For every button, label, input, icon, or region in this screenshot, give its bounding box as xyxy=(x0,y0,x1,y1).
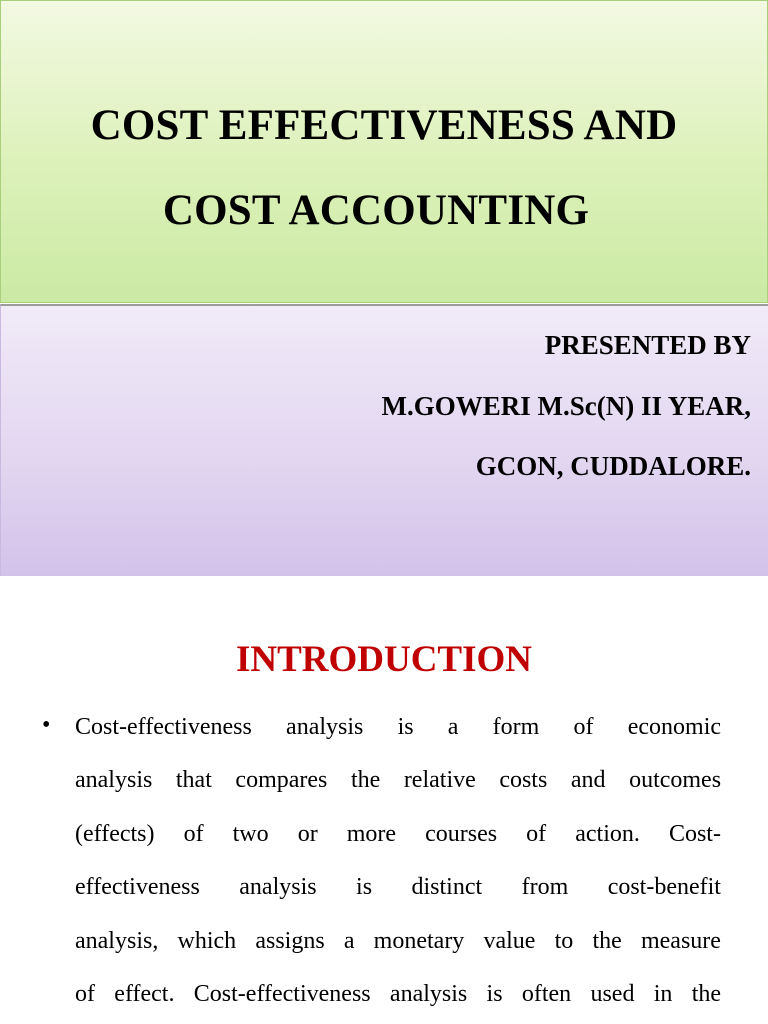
introduction-slide xyxy=(0,576,768,1024)
title-panel xyxy=(0,0,768,303)
bullet-text-line: analysis that compares the relative costs and outcomes xyxy=(75,767,722,793)
presenter-institution: GCON, CUDDALORE. xyxy=(475,451,751,481)
bullet-text-line: analysis, which assigns a monetary value to the measure xyxy=(75,928,721,954)
introduction-heading: INTRODUCTION xyxy=(235,639,533,680)
slide-title-line-2: COST ACCOUNTING xyxy=(162,187,590,234)
bullet-text-line: of effect. Cost-effectiveness analysis is often used in the xyxy=(75,981,722,1007)
bullet-text-line: effectiveness analysis is distinct from cost-benefit xyxy=(75,874,721,900)
bullet-icon: • xyxy=(42,712,51,738)
bullet-text-line: (effects) of two or more courses of action. Cost- xyxy=(75,821,721,847)
slide-title-line-1: COST EFFECTIVENESS AND xyxy=(90,102,678,149)
bullet-text-line: Cost-effectiveness analysis is a form of economic xyxy=(75,714,722,740)
presented-by-label: PRESENTED BY xyxy=(544,330,751,360)
presenter-name: M.GOWERI M.Sc(N) II YEAR, xyxy=(381,391,751,421)
